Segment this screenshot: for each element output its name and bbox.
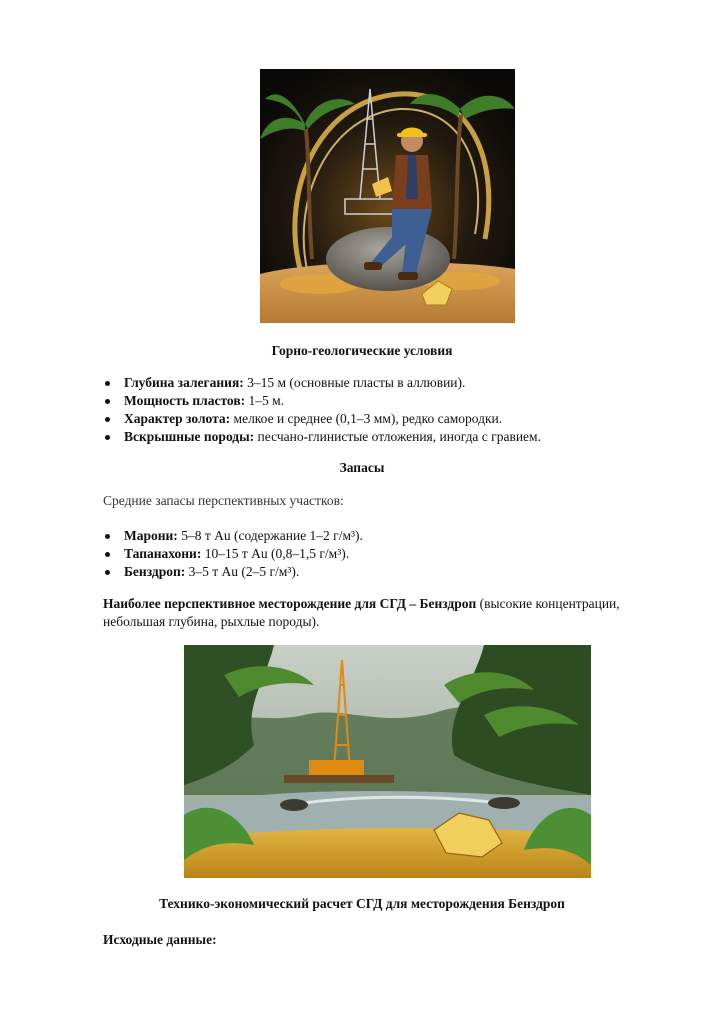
bullet-icon [105, 570, 110, 575]
list-item [124, 545, 363, 563]
initial-data-label: Исходные данные: [103, 932, 217, 947]
top-illustration [260, 69, 515, 323]
item-text: 3–15 м (основные пласты в аллювии). [243, 375, 466, 390]
item-label: Тапанахони: [124, 546, 202, 561]
bullet-icon [105, 534, 110, 539]
section-title-feasibility: Технико-экономический расчет СГД для месторождения Бенздроп [159, 896, 565, 911]
list-item [124, 428, 541, 446]
item-text: 5–8 т Au (содержание 1–2 г/м³). [177, 528, 363, 543]
bottom-illustration [184, 645, 591, 878]
bullet-icon [105, 399, 110, 404]
bullet-icon [105, 435, 110, 440]
conclusion-paragraph [103, 595, 683, 631]
item-text: 10–15 т Au (0,8–1,5 г/м³). [201, 546, 350, 561]
section-title-geology: Горно-геологические условия [271, 343, 453, 358]
prospector-illustration-graphic [260, 69, 515, 323]
item-text: песчано-глинистые отложения, иногда с гравием. [254, 429, 541, 444]
list-item [124, 374, 541, 392]
list-item [124, 392, 541, 410]
item-label: Вскрышные породы: [124, 429, 255, 444]
bullet-icon [105, 417, 110, 422]
item-label: Характер золота: [124, 411, 231, 426]
conclusion-rest: (высокие концентрации, небольшая глубина, рыхлые породы). [103, 596, 620, 629]
conclusion-bold: Наиболее перспективное месторождение для СГД – Бенздроп [103, 596, 477, 611]
bullet-icon [105, 552, 110, 557]
jungle-dredge-graphic [184, 645, 591, 878]
reserves-list [124, 527, 363, 581]
list-item [124, 563, 363, 581]
item-text: 3–5 т Au (2–5 г/м³). [185, 564, 300, 579]
reserves-intro: Средние запасы перспективных участков: [103, 493, 344, 508]
item-label: Марони: [124, 528, 178, 543]
item-label: Мощность пластов: [124, 393, 246, 408]
list-item [124, 527, 363, 545]
bullet-icon [105, 381, 110, 386]
geology-list [124, 374, 541, 446]
item-label: Глубина залегания: [124, 375, 244, 390]
item-label: Бенздроп: [124, 564, 186, 579]
list-item [124, 410, 541, 428]
item-text: мелкое и среднее (0,1–3 мм), редко самородки. [230, 411, 503, 426]
item-text: 1–5 м. [245, 393, 285, 408]
section-title-reserves: Запасы [339, 460, 385, 475]
